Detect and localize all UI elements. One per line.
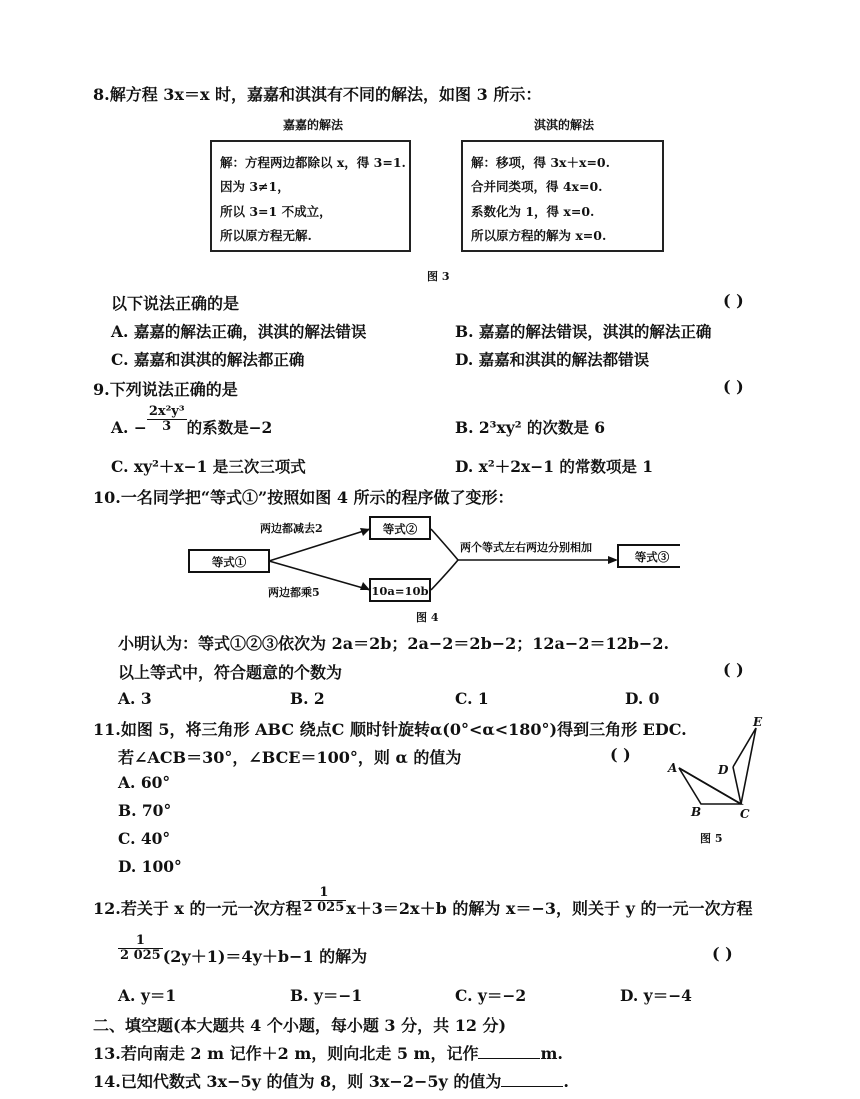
q9-answer-paren: ( ) [723, 377, 744, 396]
q11-option-d[interactable]: D. 100° [118, 857, 182, 876]
q10-option-d[interactable]: D. 0 [625, 689, 660, 708]
q8-question: 以下说法正确的是 [111, 294, 240, 313]
fraction-denominator: 3 [162, 418, 172, 434]
q12-option-c[interactable]: C. y＝−2 [455, 986, 527, 1005]
box4-label: 等式③ [634, 550, 670, 564]
arrowhead-bottom [360, 582, 370, 590]
box3-label: 10a=10b [371, 584, 429, 598]
jiajia-title: 嘉嘉的解法 [283, 118, 344, 132]
merge-bracket [431, 529, 458, 590]
jiajia-line: 所以原方程无解. [220, 228, 312, 243]
q10-option-b[interactable]: B. 2 [290, 689, 325, 708]
q12-option-d[interactable]: D. y＝−4 [620, 986, 692, 1005]
qiqi-line: 解：移项，得 3x＋x=0. [471, 155, 610, 170]
segment-dc [733, 767, 741, 804]
q13-prefix: 13.若向南走 2 m 记作＋2 m，则向北走 5 m，记作 [93, 1044, 479, 1063]
q12-stem-prefix: 12.若关于 x 的一元一次方程 [93, 898, 302, 918]
q12-fraction-2 [118, 934, 163, 962]
q8-option-b[interactable]: B. 嘉嘉的解法错误，淇淇的解法正确 [455, 322, 712, 341]
q10-claim: 小明认为：等式①②③依次为 2a＝2b；2a−2＝2b−2；12a−2＝12b−2. [118, 634, 670, 653]
q10-option-c[interactable]: C. 1 [455, 689, 489, 708]
q14 [93, 1069, 569, 1092]
qiqi-title: 淇淇的解法 [534, 118, 595, 132]
qiqi-line: 合并同类项，得 4x=0. [471, 179, 603, 194]
q8-option-c[interactable]: C. 嘉嘉和淇淇的解法都正确 [111, 350, 305, 369]
q8-stem: 8.解方程 3x＝x 时，嘉嘉和淇淇有不同的解法，如图 3 所示： [93, 85, 542, 104]
qiqi-line: 系数化为 1，得 x=0. [471, 204, 595, 219]
q10-option-a[interactable]: A. 3 [118, 689, 152, 708]
q9-option-a[interactable] [111, 404, 273, 438]
fraction-denominator: 2 025 [120, 947, 161, 963]
jiajia-line: 解：方程两边都除以 x，得 3=1. [220, 155, 406, 170]
q11-option-a[interactable]: A. 60° [118, 773, 171, 792]
q8-option-d[interactable]: D. 嘉嘉和淇淇的解法都错误 [455, 350, 650, 369]
point-b-label: B [691, 805, 702, 819]
arrow-label-top: 两边都减去2 [260, 522, 323, 535]
q11-condition: 若∠ACB＝30°，∠BCE＝100°，则 α 的值为 [118, 748, 462, 767]
q14-answer-blank[interactable] [501, 1072, 563, 1087]
point-c-label: C [740, 807, 750, 821]
q9-option-a-suffix: 的系数是−2 [186, 418, 273, 438]
q9-option-b[interactable]: B. 2³xy² 的次数是 6 [455, 418, 606, 437]
qiqi-line: 所以原方程的解为 x=0. [471, 228, 607, 243]
jiajia-solution-box [210, 140, 411, 252]
fraction-numerator: 2x²y³ [148, 404, 185, 419]
q9-stem: 9.下列说法正确的是 [93, 380, 238, 399]
q14-suffix: . [563, 1072, 569, 1091]
q13-answer-blank[interactable] [478, 1044, 540, 1059]
section2-title: 二、填空题(本大题共 4 个小题，每小题 3 分，共 12 分) [93, 1016, 507, 1035]
point-a-label: A [668, 761, 678, 775]
arrow-label-bottom: 两边都乘5 [268, 586, 320, 599]
figure5-rotation-diagram [660, 712, 780, 852]
q9-option-a-prefix: A. − [111, 418, 147, 438]
figure3-caption: 图 3 [427, 270, 450, 283]
fraction-numerator: 1 [302, 886, 347, 901]
q11-answer-paren: ( ) [610, 745, 631, 764]
fraction-numerator: 1 [118, 934, 163, 949]
jiajia-line: 所以 3=1 不成立， [220, 204, 332, 219]
q14-prefix: 14.已知代数式 3x−5y 的值为 8，则 3x−2−5y 的值为 [93, 1072, 502, 1091]
point-e-label: E [753, 715, 763, 729]
figure5-caption: 图 5 [700, 832, 723, 845]
q12-answer-paren: ( ) [712, 944, 733, 963]
q11-stem: 11.如图 5，将三角形 ABC 绕点C 顺时针旋转α(0°<α<180°)得到三角形 EDC. [93, 720, 687, 739]
arrowhead-top [360, 528, 370, 536]
q12-option-b[interactable]: B. y＝−1 [290, 986, 363, 1005]
q12-stem-suffix: x＋3＝2x＋b 的解为 x＝−3，则关于 y 的一元一次方程 [346, 898, 753, 918]
box2-label: 等式② [382, 522, 418, 536]
q8-option-a[interactable]: A. 嘉嘉的解法正确，淇淇的解法错误 [111, 322, 367, 341]
figure4-caption: 图 4 [416, 611, 439, 624]
q11-option-c[interactable]: C. 40° [118, 829, 171, 848]
q9-option-c[interactable]: C. xy²＋x−1 是三次三项式 [111, 457, 306, 476]
q11-option-b[interactable]: B. 70° [118, 801, 172, 820]
qiqi-solution-box [461, 140, 664, 252]
jiajia-line: 因为 3≠1， [220, 179, 290, 194]
q12-fraction-1 [302, 886, 347, 914]
q12-stem [93, 885, 753, 918]
segment-ac [679, 768, 741, 804]
fraction-denominator: 2 025 [303, 899, 345, 915]
arrow-label-right: 两个等式左右两边分别相加 [460, 541, 592, 554]
q8-answer-paren: ( ) [723, 291, 744, 310]
figure4-flowchart [180, 508, 680, 608]
q10-question: 以上等式中，符合题意的个数为 [118, 663, 343, 682]
point-d-label: D [718, 763, 729, 777]
q9-option-d[interactable]: D. x²＋2x−1 的常数项是 1 [455, 457, 654, 476]
segment-ed-ec [733, 728, 756, 804]
box1-label: 等式① [211, 555, 247, 569]
q13 [93, 1041, 563, 1064]
arrowhead-right [608, 556, 618, 564]
q10-answer-paren: ( ) [723, 660, 744, 679]
q12-line2-suffix: (2y＋1)＝4y＋b−1 的解为 [162, 946, 368, 966]
q10-stem: 10.一名同学把“等式①”按照如图 4 所示的程序做了变形： [93, 488, 514, 507]
q12-second-equation [118, 933, 368, 966]
q13-suffix: m. [540, 1044, 563, 1063]
q9-option-a-fraction [147, 405, 187, 433]
q12-option-a[interactable]: A. y＝1 [118, 986, 177, 1005]
